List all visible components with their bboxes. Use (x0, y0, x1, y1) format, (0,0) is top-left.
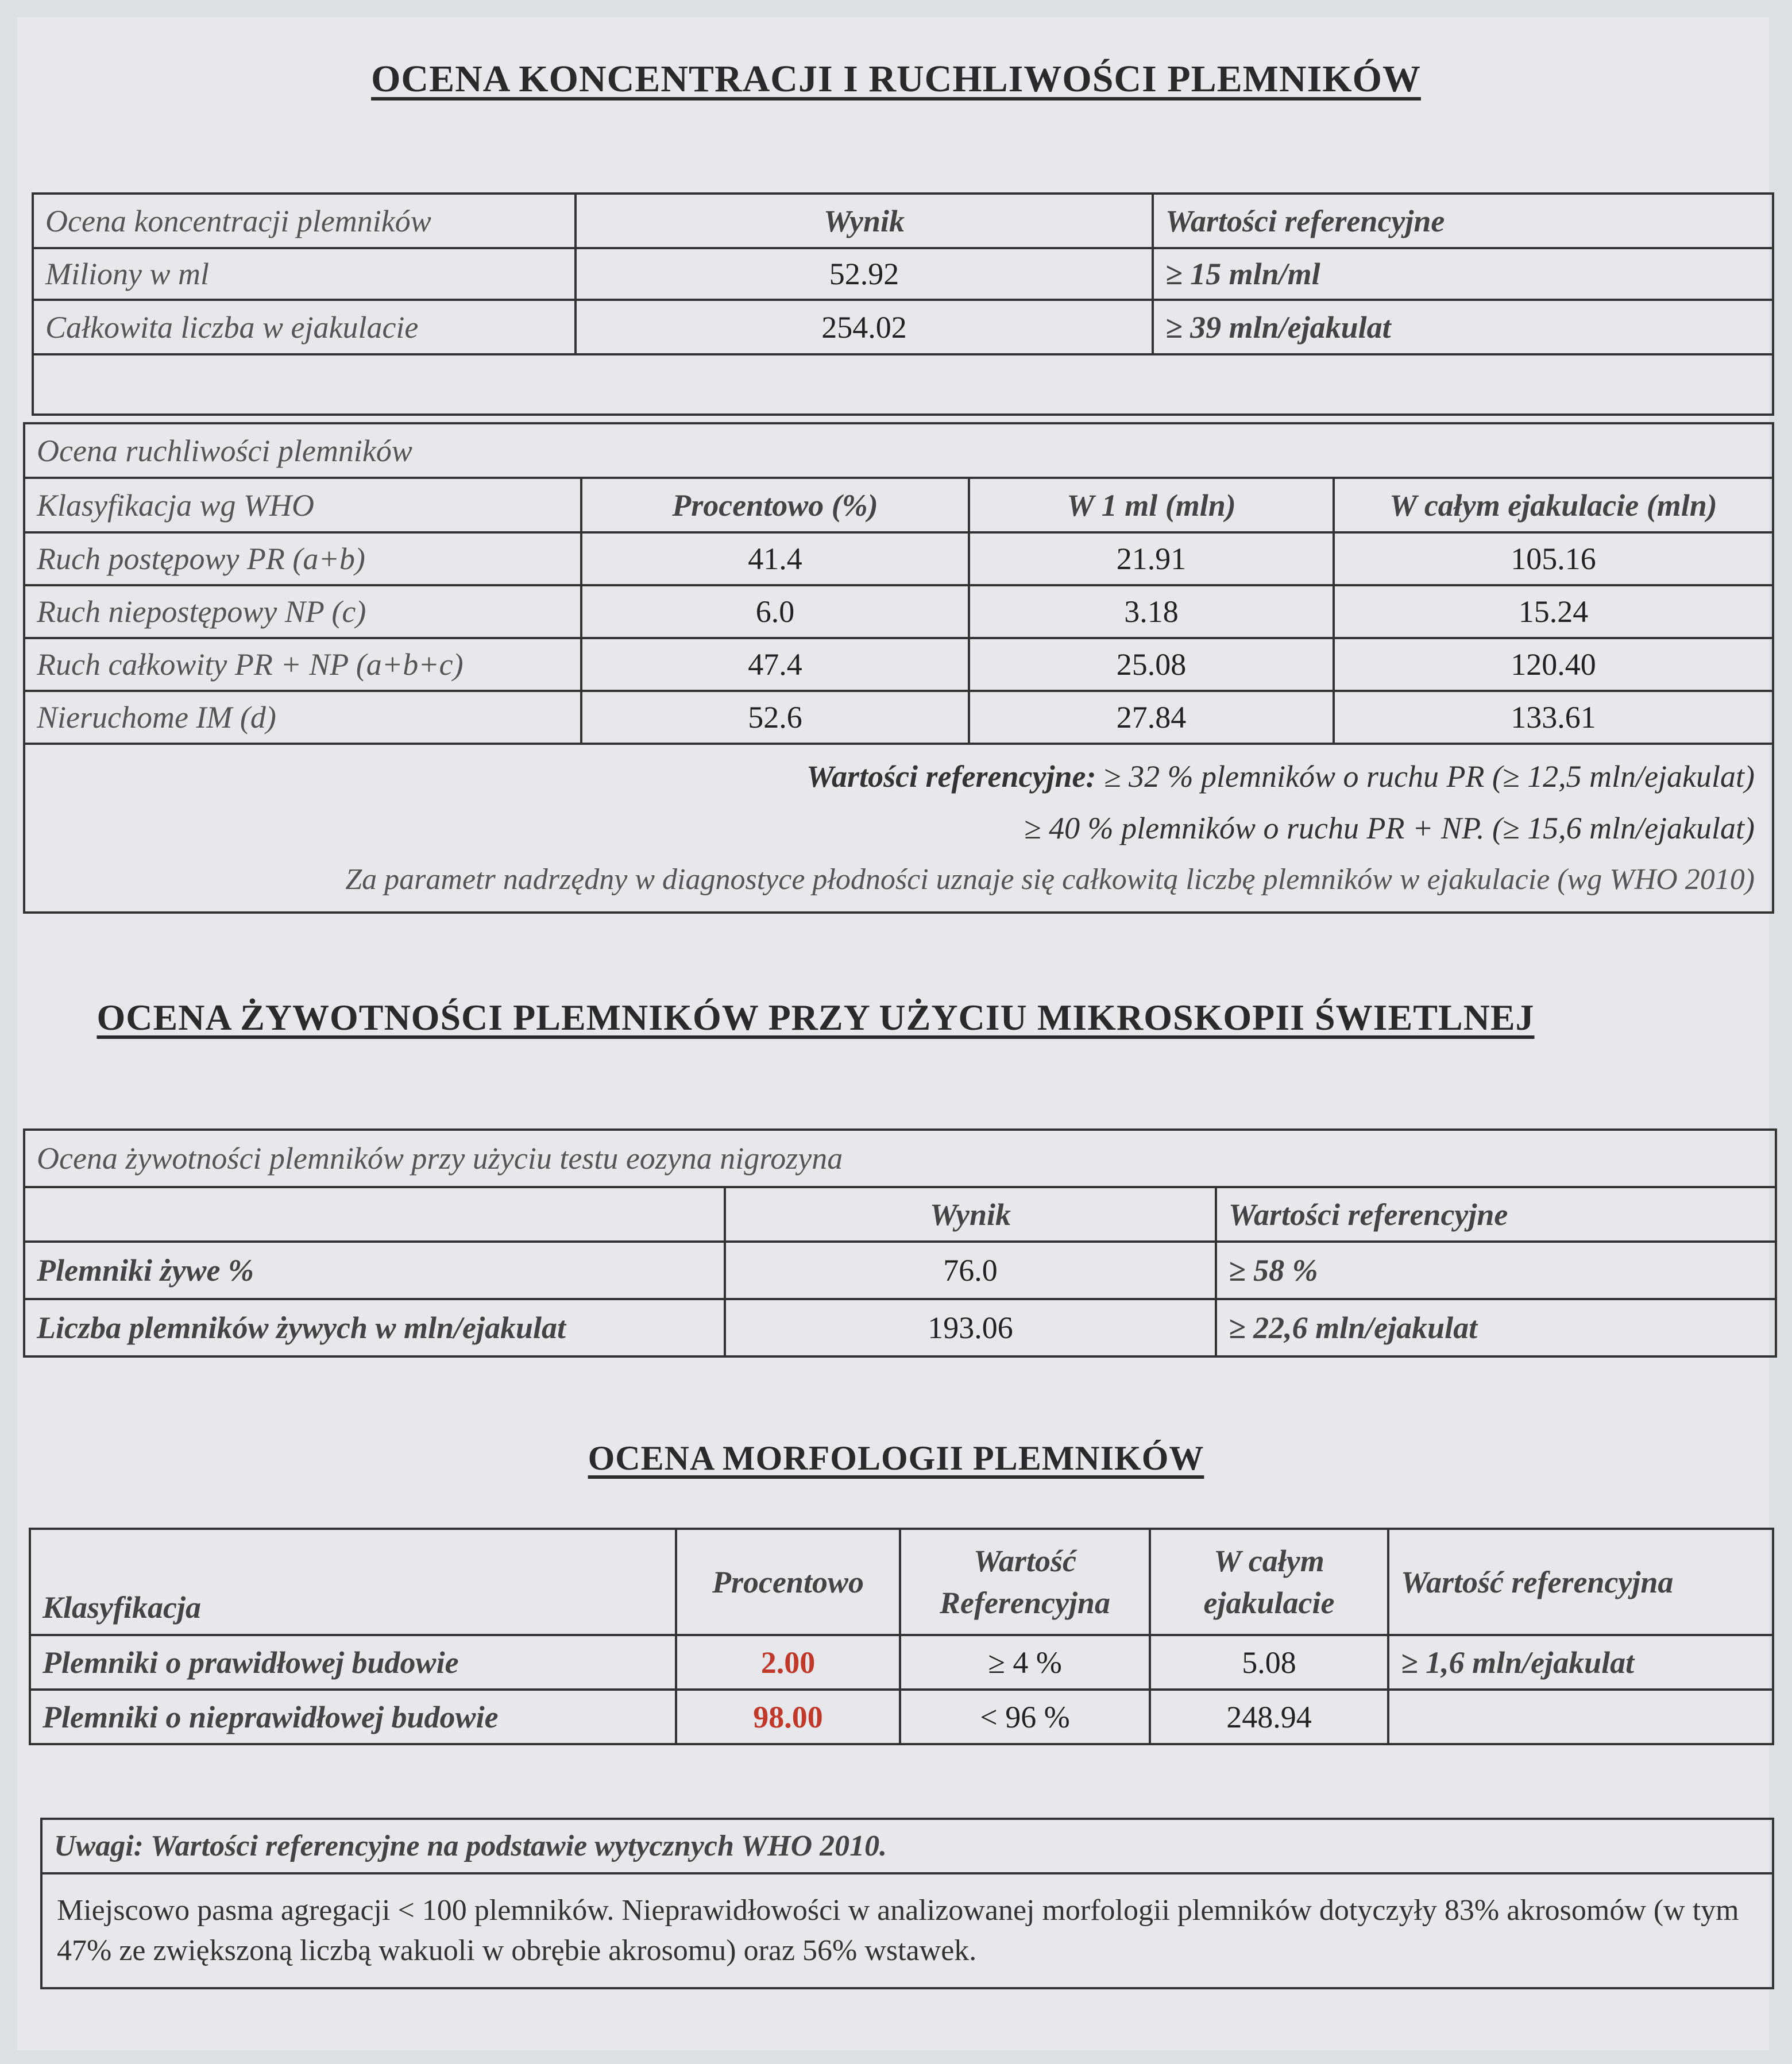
reference-value: ≥ 15 mln/ml (1153, 248, 1773, 300)
row-label: Ruch postępowy PR (a+b) (24, 532, 581, 585)
row-label: Ruch całkowity PR + NP (a+b+c) (24, 638, 581, 691)
reference-line: ≥ 40 % plemników o ruchu PR + NP. (≥ 15,6 mln/ejakulat) (1024, 811, 1755, 845)
table-title-row (24, 1130, 1776, 1187)
section1-title: OCENA KONCENTRACJI I RUCHLIWOŚCI PLEMNIKÓW (371, 58, 1421, 100)
header-cell: Wynik (725, 1187, 1216, 1242)
table-cell: 105.16 (1334, 532, 1773, 585)
viability-title: Ocena żywotności plemników przy użyciu testu eozyna nigrozyna (24, 1130, 1776, 1187)
spacer-row (33, 354, 1773, 415)
table-row (24, 1242, 1776, 1299)
notes-table (40, 1818, 1774, 1989)
header-cell: Wartość Referencyjna (900, 1529, 1150, 1635)
row-label: Całkowita liczba w ejakulacie (33, 300, 576, 354)
reference-value: ≥ 22,6 mln/ejakulat (1216, 1299, 1776, 1356)
reference-value: ≥ 58 % (1216, 1242, 1776, 1299)
row-label: Plemniki żywe % (24, 1242, 725, 1299)
header-cell: Klasyfikacja (30, 1529, 676, 1635)
table-header-row (33, 194, 1773, 248)
table-row (33, 248, 1773, 300)
header-cell: Wynik (576, 194, 1153, 248)
row-label: Miliony w ml (33, 248, 576, 300)
table-cell (1388, 1690, 1773, 1744)
table-title-row (24, 423, 1773, 478)
table-cell: 5.08 (1150, 1635, 1388, 1690)
row-label: Ruch niepostępowy NP (c) (24, 585, 581, 638)
who-note: Za parametr nadrzędny w diagnostyce płodności uznaje się całkowitą liczbę plemników w ejakulacie (wg WHO 2010) (345, 863, 1755, 896)
table-row (33, 300, 1773, 354)
table-cell: 15.24 (1334, 585, 1773, 638)
table-cell: 25.08 (969, 638, 1334, 691)
header-cell: Wartości referencyjne (1216, 1187, 1776, 1242)
table-row (24, 585, 1773, 638)
header-cell: Ocena koncentracji plemników (33, 194, 576, 248)
table-cell: 6.0 (581, 585, 969, 638)
empty-cell (33, 354, 1773, 415)
motility-title: Ocena ruchliwości plemników (24, 423, 1773, 478)
header-cell: Procentowo (676, 1529, 900, 1635)
viability-table (23, 1128, 1777, 1358)
result-value: 52.92 (576, 248, 1153, 300)
table-cell: 120.40 (1334, 638, 1773, 691)
section3-title: OCENA MORFOLOGII PLEMNIKÓW (588, 1439, 1204, 1477)
row-label: Plemniki o nieprawidłowej budowie (30, 1690, 676, 1744)
row-label: Liczba plemników żywych w mln/ejakulat (24, 1299, 725, 1356)
result-value: 254.02 (576, 300, 1153, 354)
reference-value: ≥ 39 mln/ejakulat (1153, 300, 1773, 354)
table-row (24, 532, 1773, 585)
table-cell: 41.4 (581, 532, 969, 585)
reference-label: Wartości referencyjne: (806, 759, 1096, 794)
table-header-row (24, 1187, 1776, 1242)
morphology-table (29, 1528, 1774, 1745)
row-label: Nieruchome IM (d) (24, 691, 581, 744)
header-cell (24, 1187, 725, 1242)
header-cell: Klasyfikacja wg WHO (24, 478, 581, 532)
table-row (24, 691, 1773, 744)
notes-body-row (41, 1873, 1773, 1988)
motility-table (23, 422, 1774, 914)
abnormal-value: 98.00 (676, 1690, 900, 1744)
result-value: 76.0 (725, 1242, 1216, 1299)
table-cell: 21.91 (969, 532, 1334, 585)
header-cell: W całym ejakulacie (1150, 1529, 1388, 1635)
notes-title-row (41, 1819, 1773, 1873)
table-cell: 248.94 (1150, 1690, 1388, 1744)
reference-value: < 96 % (900, 1690, 1150, 1744)
table-cell: 3.18 (969, 585, 1334, 638)
table-cell: 47.4 (581, 638, 969, 691)
reference-notes (24, 744, 1773, 913)
notes-text: Miejscowo pasma agregacji < 100 plemników. Nieprawidłowości w analizowanej morfologii plemników dotyczyły 83% akrosomów (w tym 47% ze zwiększoną liczbą wakuoli w obrębie akrosomu) oraz 56% wstawek. (41, 1873, 1773, 1988)
notes-title: Uwagi: Wartości referencyjne na podstawie wytycznych WHO 2010. (41, 1819, 1773, 1873)
header-cell: Procentowo (%) (581, 478, 969, 532)
table-cell: 27.84 (969, 691, 1334, 744)
reference-value: ≥ 4 % (900, 1635, 1150, 1690)
table-cell: 52.6 (581, 691, 969, 744)
table-row (30, 1690, 1773, 1744)
header-cell: Wartość referencyjna (1388, 1529, 1773, 1635)
table-row (30, 1635, 1773, 1690)
reference-value: ≥ 1,6 mln/ejakulat (1388, 1635, 1773, 1690)
table-header-row (24, 478, 1773, 532)
table-cell: 133.61 (1334, 691, 1773, 744)
header-cell: Wartości referencyjne (1153, 194, 1773, 248)
header-cell: W 1 ml (mln) (969, 478, 1334, 532)
reference-notes-row (24, 744, 1773, 913)
result-value: 193.06 (725, 1299, 1216, 1356)
row-label: Plemniki o prawidłowej budowie (30, 1635, 676, 1690)
section2-title: OCENA ŻYWOTNOŚCI PLEMNIKÓW PRZY UŻYCIU MIKROSKOPII ŚWIETLNEJ (96, 997, 1535, 1038)
header-cell: W całym ejakulacie (mln) (1334, 478, 1773, 532)
concentration-table (32, 192, 1774, 416)
reference-line: ≥ 32 % plemników o ruchu PR (≥ 12,5 mln/ejakulat) (1103, 759, 1755, 794)
table-header-row (30, 1529, 1773, 1635)
table-row (24, 1299, 1776, 1356)
table-row (24, 638, 1773, 691)
abnormal-value: 2.00 (676, 1635, 900, 1690)
